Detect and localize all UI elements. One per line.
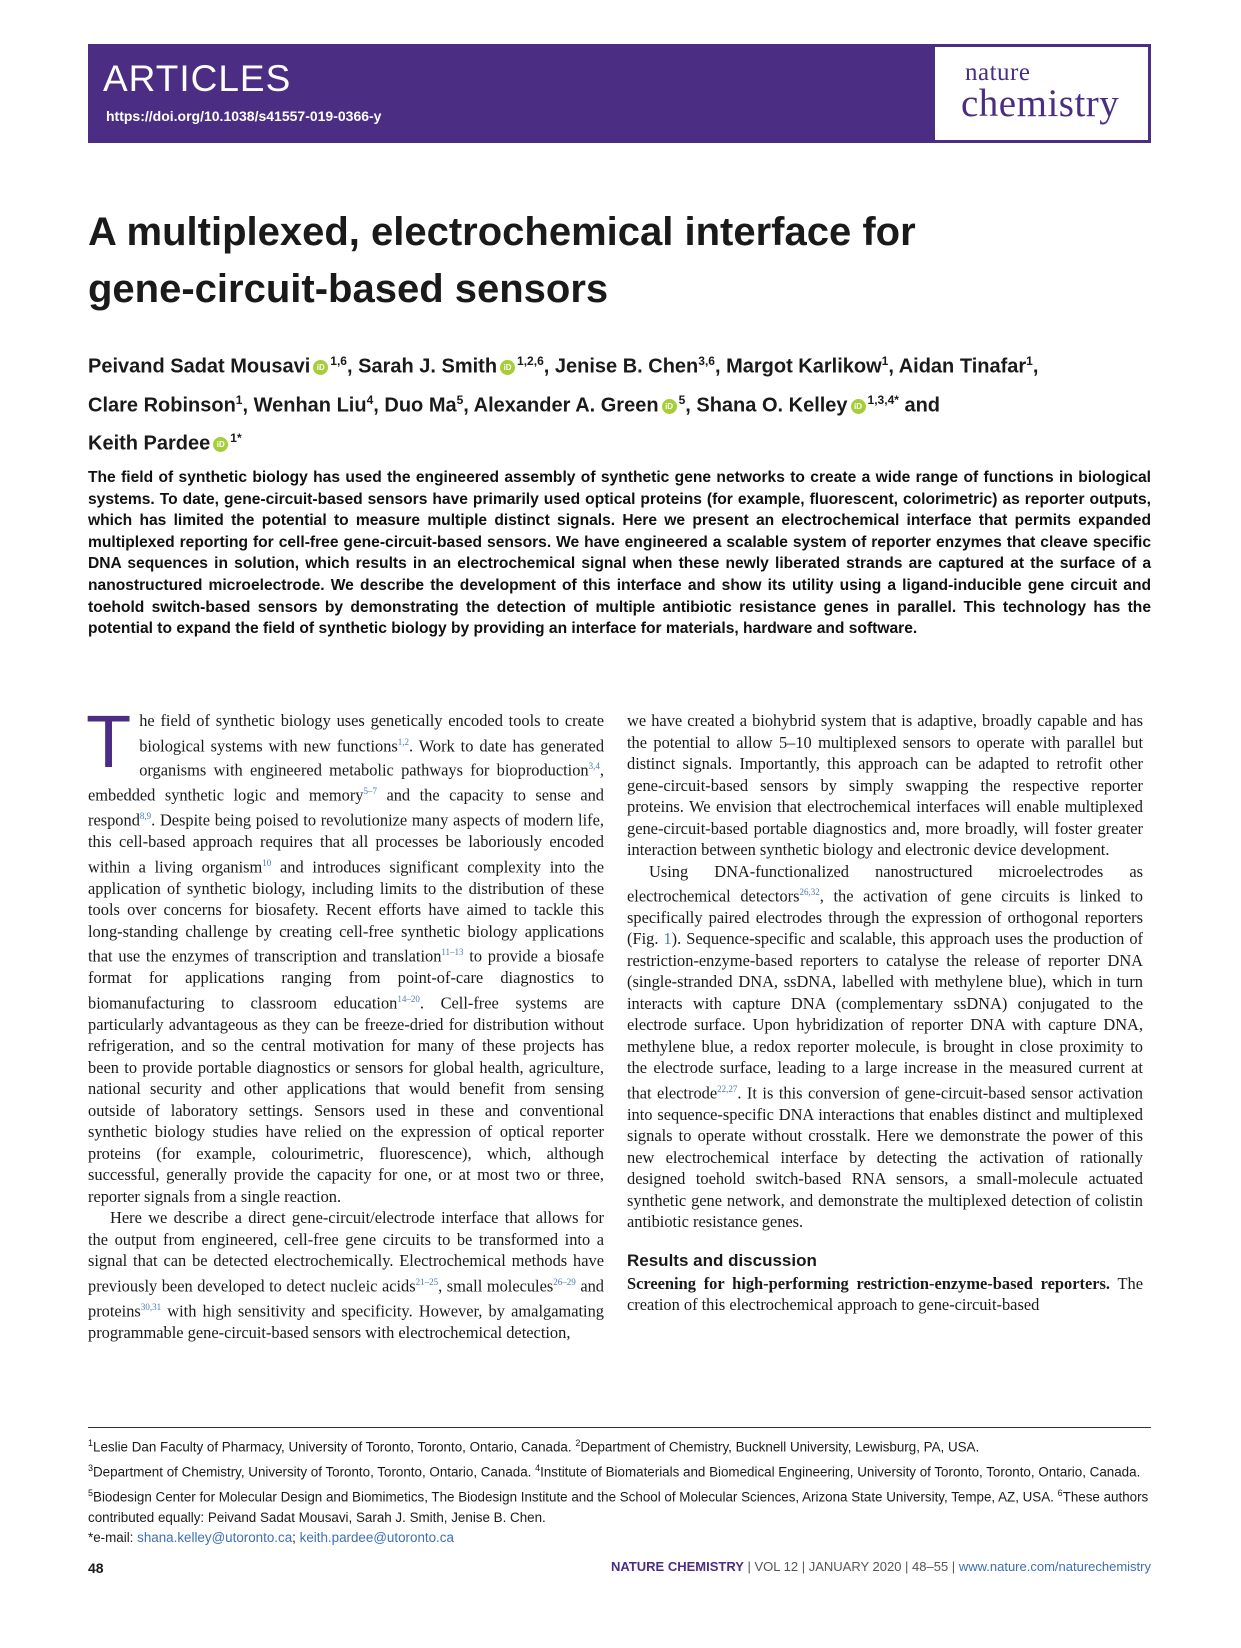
text-run: Here we describe a direct gene-circuit/electrode interface that allows for the output from engineered, cell-free gene circuits to be transformed into a signal that can be detected electrochemically. Electrochemical methods have previously been developed to detect nucleic acids	[88, 1208, 604, 1296]
author-separator: ,	[543, 355, 555, 378]
section-heading: Results and discussion	[627, 1250, 817, 1270]
author-affiliation: 4	[366, 392, 374, 407]
footnote-divider	[88, 1427, 1151, 1428]
footer-journal-info	[611, 1559, 1151, 1574]
text-run: and proteins	[88, 1276, 604, 1321]
text-run: he field of synthetic biology uses genetically encoded tools to create biological systems with new functions	[139, 711, 604, 755]
footer-journal-name: NATURE CHEMISTRY	[611, 1559, 744, 1574]
author-name: Sarah J. Smith	[358, 355, 498, 378]
citation-ref[interactable]: 26,32	[799, 887, 820, 897]
orcid-icon[interactable]: iD	[500, 360, 515, 375]
author-separator: ,	[242, 394, 254, 417]
text-run: . Cell-free systems are particularly advantageous as they can be freeze-dried for distribution without refrigeration, and so the central motivation for many of these projects has been to provide portable diagnostics or sensors for global health, agriculture, national security and other applications that would benefit from sensing outside of laboratory settings. Sensors used in these and conventional synthetic biology studies have relied on the expression of optical reporter proteins (for example, colourimetric, fluorescence), which, although successful, generally provide the capacity for one, or at most two or three, reporter signals from a single reaction.	[88, 993, 604, 1206]
citation-ref[interactable]: 10	[262, 857, 272, 868]
author-name: Margot Karlikow	[726, 355, 882, 378]
journal-logo	[935, 47, 1148, 140]
doi-link[interactable]: https://doi.org/10.1038/s41557-019-0366-y	[106, 108, 382, 124]
citation-ref[interactable]: 14–20	[397, 993, 420, 1004]
author-affiliation: 1,3,4*	[867, 392, 899, 407]
orcid-icon[interactable]: iD	[313, 360, 328, 375]
body-column-right	[627, 710, 1143, 1316]
text-run: Using DNA-functionalized nanostructured microelectrodes as electrochemical detectors	[627, 861, 1143, 906]
orcid-icon[interactable]: iD	[213, 437, 228, 452]
body-paragraph	[627, 861, 1143, 1233]
author-separator: ,	[888, 355, 899, 378]
author-separator: ,	[714, 355, 727, 378]
page-number: 48	[88, 1560, 104, 1576]
body-column-left	[86, 700, 605, 1343]
body-paragraph	[627, 710, 1143, 861]
text-run: with high sensitivity and specificity. However, by amalgamating programmable gene-circuit-based sensors with electrochemical detection,	[88, 1301, 604, 1342]
author-affiliation: 1	[235, 392, 243, 407]
body-paragraph	[86, 700, 605, 1207]
author-separator: ,	[685, 394, 697, 417]
journal-logo-line2: chemistry	[961, 82, 1120, 125]
author-affiliation: 1*	[230, 431, 242, 446]
text-run: ). Sequence-specific and scalable, this approach uses the production of restriction-enzyme-based reporters to catalyse the release of reporter DNA (single-stranded DNA, ssDNA, labelled with methylene blue), which in turn interacts with capture DNA (complementary ssDNA) conjugated to the electrode surface. Upon hybridization of reporter DNA with capture DNA, methylene blue, a redox reporter molecule, is brought in close proximity to the electrode surface, leading to a large increase in the measured current at that electrode	[627, 929, 1143, 1103]
citation-ref[interactable]: 26–29	[553, 1276, 576, 1287]
text-run: Institute of Biomaterials and Biomedical Engineering, University of Toronto, Toronto, Ontario, Canada.	[540, 1464, 1141, 1480]
body-paragraph	[88, 1207, 604, 1343]
text-run: Biodesign Center for Molecular Design and Biomimetics, The Biodesign Institute and the School of Molecular Sciences, Arizona State University, Tempe, AZ, USA.	[93, 1489, 1058, 1505]
affiliation-line	[88, 1458, 1151, 1528]
citation-ref[interactable]: 11–13	[441, 947, 464, 958]
affiliation-number: 4	[535, 1462, 541, 1473]
journal-logo-line1: nature	[965, 59, 1031, 86]
subsection-text: The creation of this electrochemical approach to gene-circuit-based	[627, 1273, 1143, 1315]
author-name: Jenise B. Chen	[554, 355, 699, 378]
header-banner	[88, 44, 1151, 143]
text-run: . Despite being poised to revolutionize many aspects of modern life, this cell-based approach requires that all processes be laboriously encoded within a living organism	[88, 810, 604, 877]
footer-issue-info: | VOL 12 | JANUARY 2020 | 48–55 |	[743, 1559, 959, 1574]
text-run: Department of Chemistry, University of Toronto, Toronto, Ontario, Canada.	[93, 1464, 536, 1480]
abstract: The field of synthetic biology has used the engineered assembly of synthetic gene networks to create a wide range of functions in biological systems. To date, gene-circuit-based sensors have primarily used optical proteins (for example, fluorescent, colorimetric) as reporter outputs, which has limited the potential to measure multiple distinct signals. Here we present an electrochemical interface that permits expanded multiplexed reporting for cell-free gene-circuit-based sensors. We have engineered a scalable system of reporter enzymes that cleave specific DNA sequences in solution, which results in an electrochemical signal when these newly liberated strands are captured at the surface of a nanostructured microelectrode. We describe the development of this interface and show its utility using a ligand-inducible gene circuit and toehold switch-based sensors by demonstrating the detection of multiple antibiotic resistance genes in parallel. This technology has the potential to expand the field of synthetic biology by providing an interface for materials, hardware and software.	[88, 469, 1151, 638]
author-separator: ,	[373, 394, 385, 417]
email-link-kelley[interactable]: shana.kelley@utoronto.ca	[137, 1530, 293, 1546]
email-link-pardee[interactable]: keith.pardee@utoronto.ca	[299, 1530, 454, 1546]
author-affiliation: 1,2,6	[517, 354, 544, 368]
affiliation-line	[88, 1433, 1151, 1458]
author-name: Aidan Tinafar	[898, 355, 1027, 378]
text-run: , the activation of gene circuits is linked to specifically paired electrodes through the expression of orthogonal reporters (Fig.	[627, 886, 1143, 949]
author-affiliation: 5	[678, 392, 686, 407]
orcid-icon[interactable]: iD	[662, 399, 677, 414]
author-separator: and	[898, 394, 941, 417]
affiliation-number: 2	[575, 1438, 581, 1448]
citation-ref[interactable]: 22,27	[717, 1083, 738, 1094]
text-run: , small molecules	[438, 1276, 554, 1296]
text-run: Leslie Dan Faculty of Pharmacy, University of Toronto, Toronto, Ontario, Canada.	[93, 1439, 576, 1455]
author-affiliation: 5	[456, 392, 464, 407]
affiliation-number: 1	[88, 1438, 94, 1448]
citation-ref[interactable]: 3,4	[588, 761, 600, 772]
author-name: Peivand Sadat Mousavi	[88, 355, 311, 378]
author-separator: ,	[1032, 355, 1039, 378]
author-separator: ,	[463, 394, 474, 417]
orcid-icon[interactable]: iD	[851, 399, 866, 414]
author-name: Clare Robinson	[88, 394, 236, 417]
affiliation-number: 5	[88, 1487, 94, 1498]
author-list	[88, 345, 1151, 461]
affiliations-footnotes	[88, 1433, 1151, 1549]
text-run: , embedded synthetic logic and memory	[88, 760, 604, 805]
affiliation-number: 3	[88, 1462, 94, 1473]
text-run: . Work to date has generated organisms with engineered metabolic pathways for bioproduction	[139, 735, 605, 780]
author-affiliation: 3,6	[698, 354, 715, 368]
title-line-1: A multiplexed, electrochemical interface for	[88, 210, 916, 254]
subsection-heading: Screening for high-performing restriction-enzyme-based reporters.	[627, 1273, 1110, 1293]
figure-ref[interactable]: 1	[663, 929, 672, 949]
author-name: Alexander A. Green	[473, 394, 659, 417]
author-name: Wenhan Liu	[253, 394, 367, 417]
author-affiliation: 1	[1026, 354, 1033, 368]
article-title	[88, 204, 1088, 318]
author-affiliation: 1	[881, 354, 889, 368]
affiliation-number: 6	[1057, 1487, 1063, 1498]
citation-ref[interactable]: 1,2	[397, 736, 410, 747]
text-run: and the capacity to sense and respond	[88, 785, 605, 830]
drop-cap: T	[86, 700, 132, 783]
article-type-label: ARTICLES	[103, 58, 292, 99]
citation-ref[interactable]: 8,9	[139, 811, 152, 822]
text-run: These authors contributed equally: Peivand Sadat Mousavi, Sarah J. Smith, Jenise B. Chen.	[88, 1489, 1149, 1525]
correspondence-line	[88, 1528, 1151, 1549]
author-name: Keith Pardee	[88, 432, 211, 455]
citation-ref[interactable]: 30,31	[140, 1301, 162, 1312]
author-name: Duo Ma	[384, 394, 457, 417]
text-run: to provide a biosafe format for applications ranging from point-of-care diagnostics to biomanufacturing to classroom education	[88, 946, 604, 1013]
footer-journal-url[interactable]: www.nature.com/naturechemistry	[958, 1559, 1151, 1574]
title-line-2: gene-circuit-based sensors	[88, 267, 609, 311]
author-separator: ,	[346, 355, 359, 378]
text-run: and introduces significant complexity into the application of synthetic biology, including limits to the distribution of these tools over concerns for biosafety. Recent efforts have aimed to tackle this long-standing challenge by creating cell-free synthetic biology applications that use the enzymes of transcription and translation	[88, 857, 604, 966]
email-separator: ;	[292, 1530, 300, 1546]
citation-ref[interactable]: 5–7	[363, 786, 377, 797]
text-run: Department of Chemistry, Bucknell University, Lewisburg, PA, USA.	[580, 1439, 980, 1455]
text-run: we have created a biohybrid system that is adaptive, broadly capable and has the potential to allow 5–10 multiplexed sensors to operate with parallel but distinct signals. Importantly, this approach can be adapted to retrofit other gene-circuit-based sensors by simply swapping the respective reporter proteins. We envision that electrochemical interfaces will enable multiplexed gene-circuit-based portable diagnostics and, more broadly, will foster greater interaction between synthetic biology and electronic device development.	[627, 711, 1143, 859]
citation-ref[interactable]: 21–25	[415, 1276, 439, 1287]
email-label: *e-mail:	[88, 1530, 138, 1546]
text-run: . It is this conversion of gene-circuit-based sensor activation into sequence-specific DNA interactions that enables distinct and multiplexed signals to operate without crosstalk. Here we demonstrate the power of this new electrochemical interface by detecting the activation of rationally designed toehold switch-based RNA sensors, a small-molecule actuated synthetic gene network, and demonstrate the multiplexed detection of colistin antibiotic resistance genes.	[627, 1083, 1143, 1232]
author-name: Shana O. Kelley	[696, 394, 848, 417]
subsection-paragraph	[627, 1273, 1143, 1316]
author-affiliation: 1,6	[330, 354, 347, 368]
